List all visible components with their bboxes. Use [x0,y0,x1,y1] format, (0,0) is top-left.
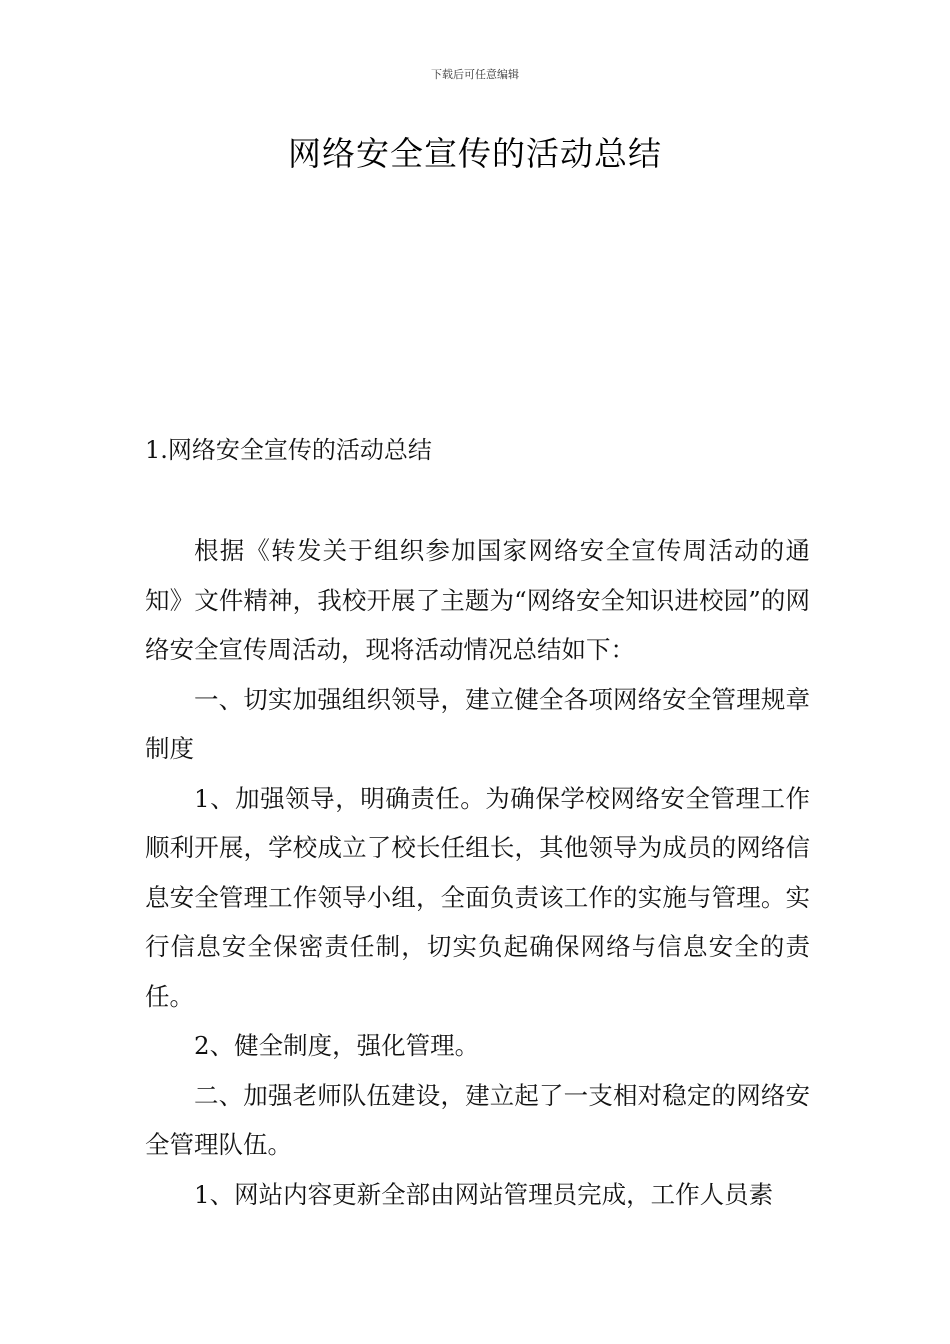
paragraph-intro: 根据《转发关于组织参加国家网络安全宣传周活动的通知》文件精神，我校开展了主题为“网络安全知识进校园”的网络安全宣传周活动，现将活动情况总结如下： [145,536,810,664]
header-note: 下载后可任意编辑 [431,68,519,81]
paragraph-website-updates: 1、网站内容更新全部由网站管理员完成，工作人员素 [194,1179,774,1209]
document-title: 网络安全宣传的活动总结 [288,134,662,173]
document-body [145,526,810,1219]
paragraph-rules: 2、健全制度，强化管理。 [194,1031,480,1060]
paragraph-part-two-heading: 二、加强老师队伍建设，建立起了一支相对稳定的网络安全管理队伍。 [145,1080,810,1159]
paragraph-part-one-heading: 一、切实加强组织领导，建立健全各项网络安全管理规章制度 [145,684,810,763]
paragraph-leadership: 1、加强领导，明确责任。为确保学校网络安全管理工作顺利开展，学校成立了校长任组长，其他领导为成员的网络信息安全管理工作领导小组，全面负责该工作的实施与管理。实行信息安全保密责任制，切实负起确保网络与信息安全的责任。 [145,783,810,1011]
section-heading: 1.网络安全宣传的活动总结 [145,436,432,464]
